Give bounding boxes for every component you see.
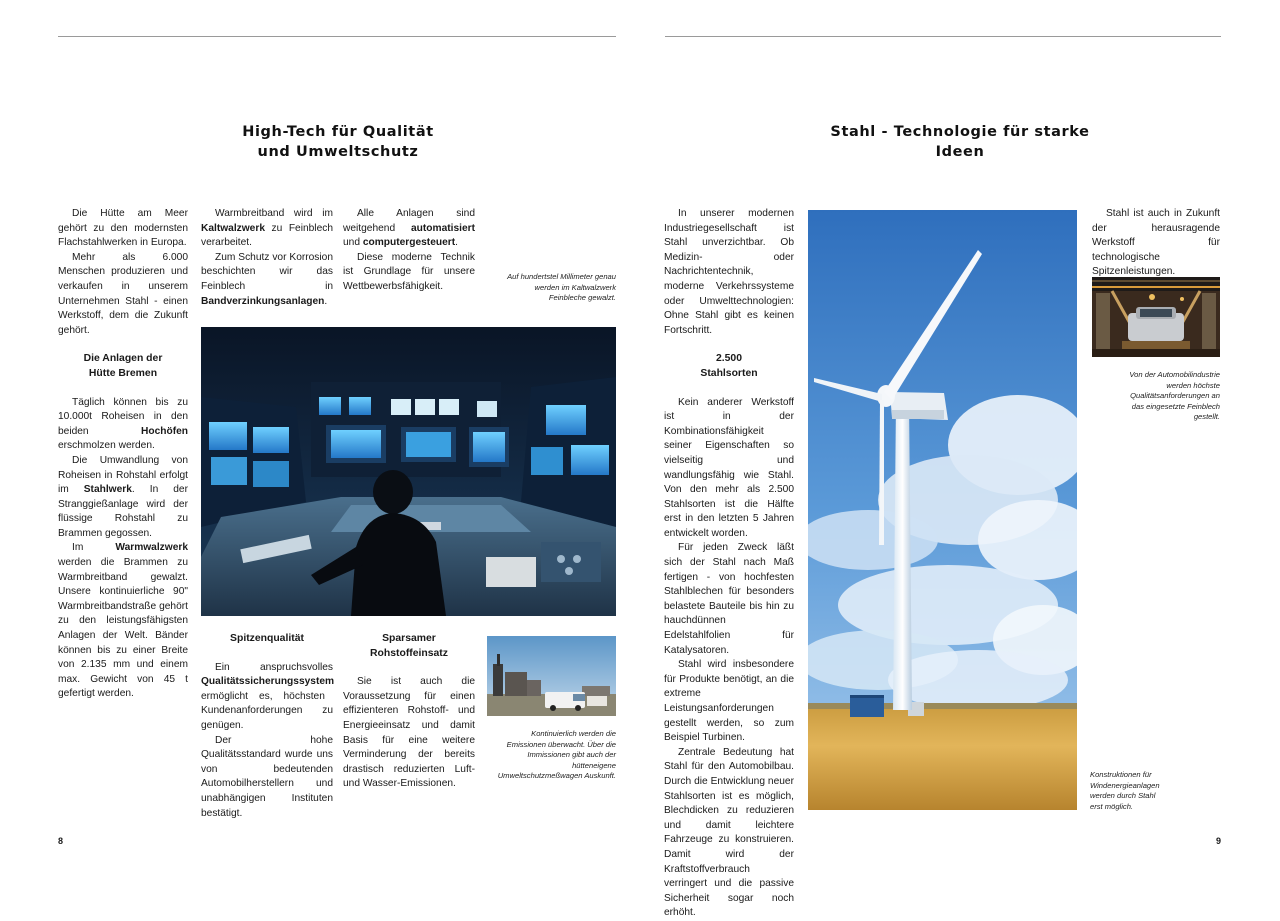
control-room-caption: Auf hundertstel Millimeter genau werden im Kaltwalzwerk Feinbleche gewalzt. <box>507 272 616 303</box>
measuring-van-caption: Kontinuierlich werden die Emissionen überwacht. Über die Immissionen gibt auch der hütteneigene Umweltschutzmeßwagen Auskunft. <box>497 729 616 781</box>
intro-paragraph: Die Hütte am Meer gehört zu den modernsten Flachstahlwerken in Europa. <box>58 208 188 249</box>
quality-section <box>201 632 333 821</box>
right-column-1 <box>664 207 794 921</box>
employees-paragraph: Mehr als 6.000 Menschen produzieren und verkaufen in unserem Unternehmen Stahl - einen Werkstoff, dem die Zukunft gehört. <box>58 251 188 336</box>
galvanizing-paragraph: Zum Schutz vor Korrosion beschichten wir das Feinblech in Bandverzinkungsanlagen. <box>201 251 333 307</box>
automotive-paragraph: Zentrale Bedeutung hat Stahl für den Automobilbau. Durch die Entwicklung neuer Stahlsorten ist es möglich, Blechdicken zu reduzieren und damit leichtere Fahrzeuge zu konstruieren. Damit wird der Kraftstoffverbrauch verringert und die passive Sicherheit sogar noch erhöht. <box>664 746 794 919</box>
hot-rolling-paragraph: Im Warmwalzwerk werden die Brammen zu Warmbreitband gewalzt. Unsere kontinuierliche 90" Warmbreitbandstraße gehört zu den leistungsfähigsten Anlagen der Welt. Bänder können bis zu einer Breite von 2.135 mm und einem max. Gewicht von 45 t gefertigt werden. <box>58 542 188 700</box>
left-column-3 <box>343 207 475 295</box>
left-column-2 <box>201 207 333 309</box>
blast-furnace-paragraph: Täglich können bis zu 10.000t Roheisen in den beiden Hochöfen erschmolzen werden. <box>58 396 188 452</box>
control-room-photo <box>201 327 616 616</box>
competitiveness-paragraph: Diese moderne Technik ist Grundlage für unsere Wettbewerbsfähigkeit. <box>343 251 475 292</box>
steelworks-paragraph: Die Umwandlung von Roheisen in Rohstahl erfolgt im Stahlwerk. In der Stranggießanlage wird der flüssige Rohstahl zu Brammen gegossen. <box>58 454 188 539</box>
grades-heading: 2.500 Stahlsorten <box>700 353 758 379</box>
future-paragraph: Stahl ist auch in Zukunft der herausragende Werkstoff für technologische Spitzenleistungen. <box>1092 208 1220 278</box>
car-factory-photo <box>1092 277 1220 357</box>
resources-heading: Sparsamer Rohstoffeinsatz <box>370 633 448 659</box>
left-page-title: High-Tech für Qualität und Umweltschutz <box>242 124 434 160</box>
versatility-paragraph: Kein anderer Werkstoff ist in der Kombinationsfähigkeit seiner Eigenschaften so vielseitig und wandlungsfähig wie Stahl. Von den mehr als 2.500 Stahlsorten ist die Hälfte erst in den letzten 5 Jahren entwickelt worden. <box>664 396 794 539</box>
turbines-paragraph: Stahl wird insbesondere für Produkte benötigt, an die extreme Leistungsanforderungen gestellt werden, so zum Beispiel Turbinen. <box>664 659 794 744</box>
quality-heading: Spitzenqualität <box>230 633 304 644</box>
quality-paragraph-2: Der hohe Qualitätsstandard wurde uns von bedeutenden Automobilherstellern und unabhängigen Instituten bestätigt. <box>201 734 333 819</box>
car-factory-caption: Von der Automobilindustrie werden höchste Qualitätsanforderungen an das eingesetzte Feinblech gestellt. <box>1129 370 1220 422</box>
quality-paragraph-1: Ein anspruchsvolles Qualitätssicherungssystem ermöglicht es, höchsten Kundenanforderungen zu genügen. <box>201 661 335 731</box>
industry-paragraph: In unserer modernen Industriegesellschaft ist Stahl unverzichtbar. Ob Medizin- oder Nachrichtentechnik, moderne Verkehrssysteme oder Umwelttechnologien: Ohne Stahl gibt es keinen Fortschritt. <box>664 208 794 336</box>
cold-rolling-paragraph: Warmbreitband wird im Kaltwalzwerk zu Feinblech verarbeitet. <box>201 208 333 249</box>
automation-paragraph: Alle Anlagen sind weitgehend automatisiert und computergesteuert. <box>343 208 475 249</box>
right-page <box>640 0 1280 919</box>
right-page-title: Stahl - Technologie für starke Ideen <box>830 124 1090 160</box>
left-top-rule <box>58 36 616 37</box>
wind-turbine-caption: Konstruktionen für Windenergieanlagen werden durch Stahl erst möglich. <box>1090 770 1160 811</box>
resources-section <box>343 632 475 792</box>
left-page <box>0 0 640 905</box>
wind-turbine-photo <box>808 210 1077 810</box>
measuring-van-photo <box>487 636 616 716</box>
tailoring-paragraph: Für jeden Zweck läßt sich der Stahl nach Maß fertigen - von hochfesten Stahlblechen für besonders belastete Bauteile bis hin zu hauchdünnen Edelstahlfolien für Katalysatoren. <box>664 542 794 656</box>
left-page-number: 8 <box>58 836 64 846</box>
right-top-rule <box>665 36 1221 37</box>
right-column-2 <box>1092 207 1220 280</box>
left-column-1 <box>58 207 188 702</box>
resources-paragraph: Sie ist auch die Voraussetzung für einen effizienteren Rohstoff- und Energieeinsatz und damit Basis für eine weitere Verminderung der bereits drastisch reduzierten Luft- und Wasser-Emissionen. <box>343 676 475 790</box>
plants-heading: Die Anlagen der Hütte Bremen <box>83 353 163 379</box>
right-page-number: 9 <box>1216 836 1222 846</box>
